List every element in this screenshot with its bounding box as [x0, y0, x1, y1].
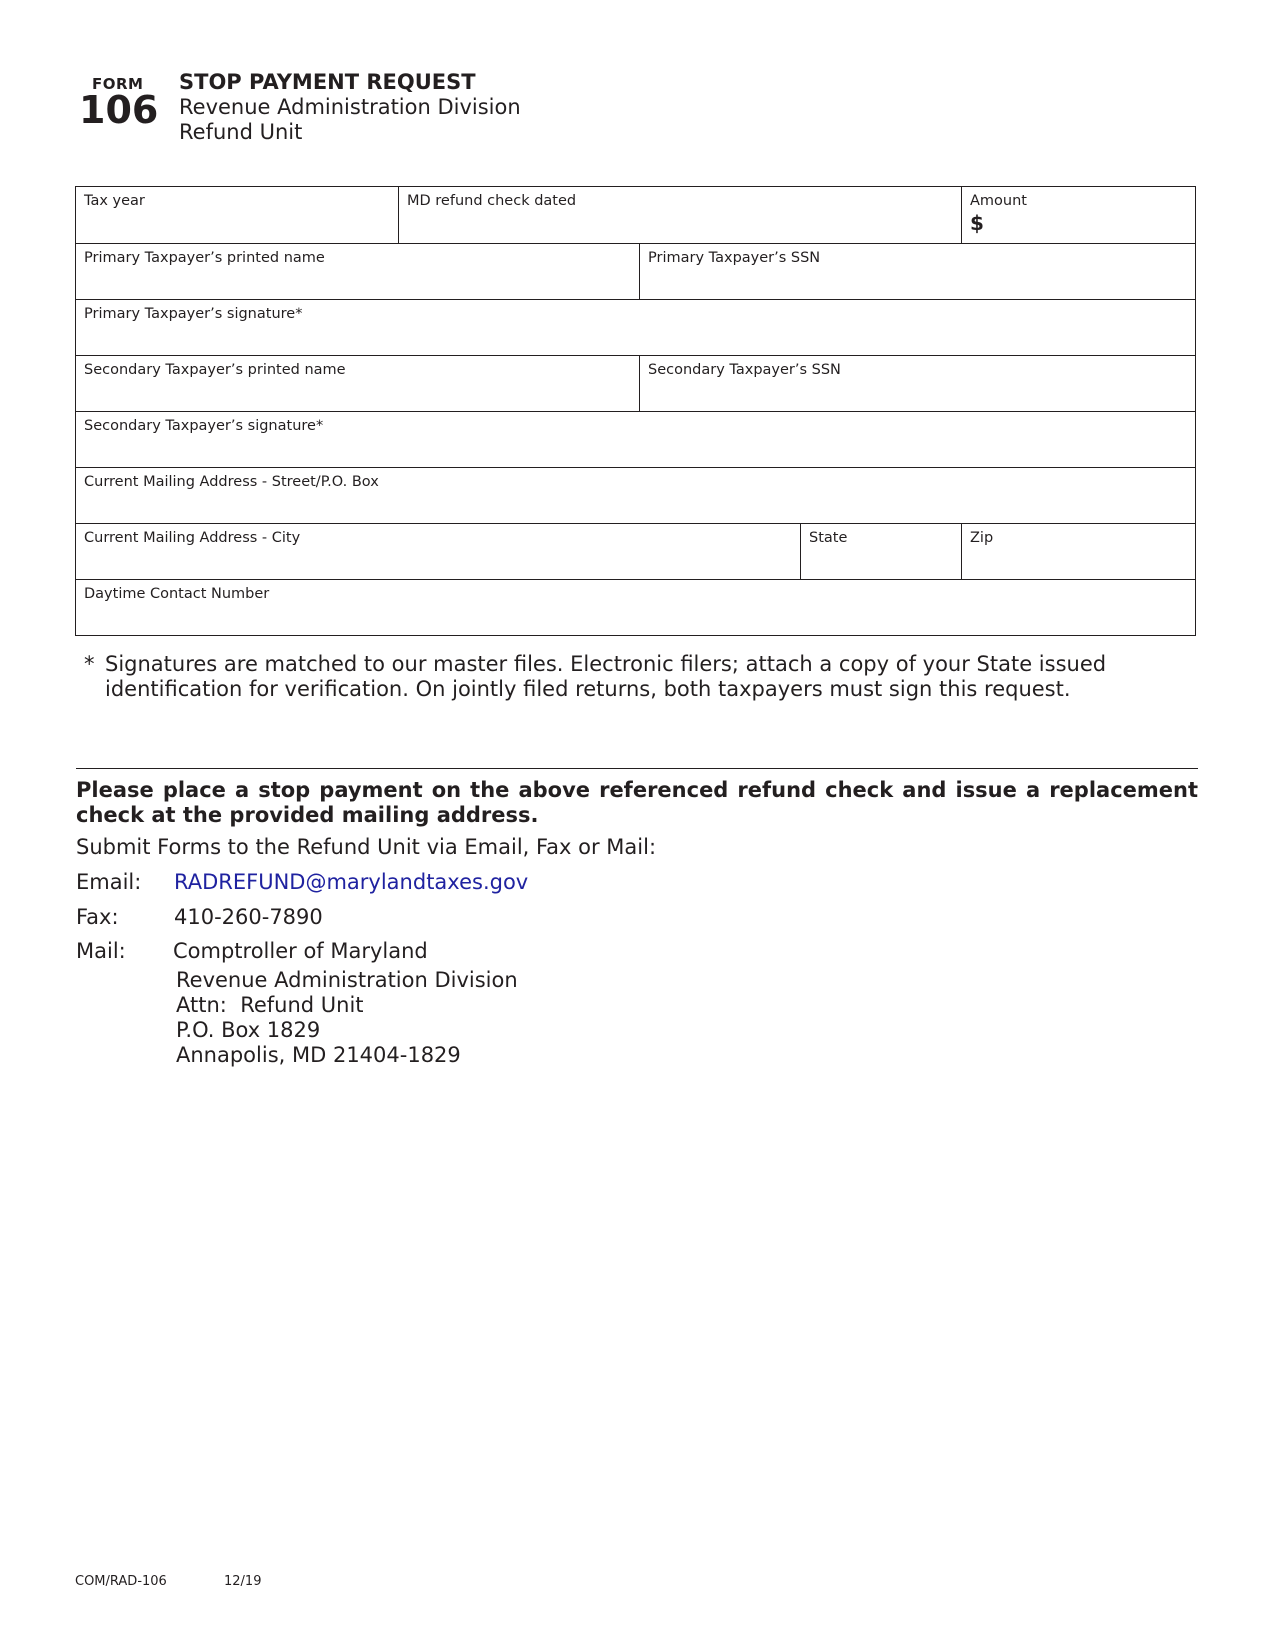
- street-input[interactable]: [84, 497, 1187, 519]
- primary-name-field[interactable]: [76, 244, 639, 299]
- fax-label: Fax:: [76, 905, 119, 929]
- dollar-sign: $: [970, 211, 984, 235]
- divider: [76, 768, 1198, 769]
- submit-instructions: Submit Forms to the Refund Unit via Email, Fax or Mail:: [76, 835, 657, 859]
- phone-field[interactable]: [76, 580, 1195, 635]
- form-word: FORM: [92, 75, 144, 93]
- revision-date: 12/19: [224, 1574, 262, 1589]
- secondary-ssn-label: Secondary Taxpayer’s SSN: [648, 362, 841, 378]
- secondary-ssn-field[interactable]: [639, 356, 1195, 411]
- primary-ssn-label: Primary Taxpayer’s SSN: [648, 250, 821, 266]
- address-line: Attn: Refund Unit: [176, 993, 364, 1017]
- secondary-signature-input[interactable]: [84, 441, 1187, 463]
- street-field[interactable]: [76, 468, 1195, 523]
- row-secondary: [76, 355, 1195, 411]
- secondary-signature-label: Secondary Taxpayer’s signature*: [84, 418, 324, 434]
- street-label: Current Mailing Address - Street/P.O. Box: [84, 474, 379, 490]
- secondary-name-field[interactable]: [76, 356, 639, 411]
- city-field[interactable]: [76, 524, 800, 579]
- form-number: 106: [79, 88, 159, 132]
- row-city-state-zip: [76, 523, 1195, 579]
- amount-label: Amount: [970, 193, 1027, 209]
- form-code: COM/RAD-106: [75, 1574, 167, 1589]
- note-asterisk: *: [84, 652, 95, 676]
- division-name: Revenue Administration Division: [179, 95, 521, 119]
- primary-ssn-field[interactable]: [639, 244, 1195, 299]
- phone-input[interactable]: [84, 609, 1187, 631]
- amount-field[interactable]: [961, 187, 1195, 243]
- page-title: STOP PAYMENT REQUEST: [179, 70, 476, 94]
- address-line: Revenue Administration Division: [176, 968, 518, 992]
- row-secondary-signature: [76, 411, 1195, 467]
- check-dated-field[interactable]: [398, 187, 961, 243]
- row-primary-signature: [76, 299, 1195, 355]
- email-label: Email:: [76, 870, 142, 894]
- row-primary: [76, 243, 1195, 299]
- form-titles: [179, 70, 639, 145]
- primary-signature-input[interactable]: [84, 329, 1187, 351]
- row-street: [76, 467, 1195, 523]
- primary-ssn-input[interactable]: [648, 273, 1187, 295]
- primary-signature-field[interactable]: [76, 300, 1195, 355]
- mail-label: Mail:: [76, 939, 126, 963]
- city-input[interactable]: [84, 553, 792, 575]
- primary-signature-label: Primary Taxpayer’s signature*: [84, 306, 303, 322]
- note-text: Signatures are matched to our master files. Electronic filers; attach a copy of your State issued identification for verification. On jointly filed returns, both taxpayers must sign this request.: [105, 652, 1107, 701]
- email-link[interactable]: RADREFUND@marylandtaxes.gov: [174, 870, 529, 894]
- address-line: P.O. Box 1829: [176, 1018, 321, 1042]
- address-line: Annapolis, MD 21404-1829: [176, 1043, 461, 1067]
- secondary-name-label: Secondary Taxpayer’s printed name: [84, 362, 346, 378]
- state-label: State: [809, 530, 848, 546]
- secondary-signature-field[interactable]: [76, 412, 1195, 467]
- row-check-info: [76, 187, 1195, 243]
- check-dated-input[interactable]: [407, 217, 953, 239]
- zip-field[interactable]: [961, 524, 1195, 579]
- fax-number: 410-260-7890: [174, 905, 323, 929]
- primary-name-input[interactable]: [84, 273, 631, 295]
- tax-year-input[interactable]: [84, 217, 390, 239]
- mail-recipient: Comptroller of Maryland: [173, 939, 428, 963]
- unit-name: Refund Unit: [179, 120, 303, 144]
- form-fields-grid: [75, 186, 1196, 636]
- request-statement: Please place a stop payment on the above referenced refund check and issue a replacement check at the provided mailing address.: [76, 778, 1198, 827]
- state-field[interactable]: [800, 524, 961, 579]
- tax-year-label: Tax year: [84, 193, 145, 209]
- zip-label: Zip: [970, 530, 994, 546]
- tax-year-field[interactable]: [76, 187, 398, 243]
- signature-note: [84, 652, 1194, 702]
- secondary-name-input[interactable]: [84, 385, 631, 407]
- secondary-ssn-input[interactable]: [648, 385, 1187, 407]
- city-label: Current Mailing Address - City: [84, 530, 301, 546]
- amount-input[interactable]: [992, 217, 1187, 239]
- check-dated-label: MD refund check dated: [407, 193, 577, 209]
- row-phone: [76, 579, 1195, 635]
- zip-input[interactable]: [970, 553, 1187, 575]
- mailing-address: [176, 968, 518, 1068]
- primary-name-label: Primary Taxpayer’s printed name: [84, 250, 325, 266]
- phone-label: Daytime Contact Number: [84, 586, 270, 602]
- state-input[interactable]: [809, 553, 953, 575]
